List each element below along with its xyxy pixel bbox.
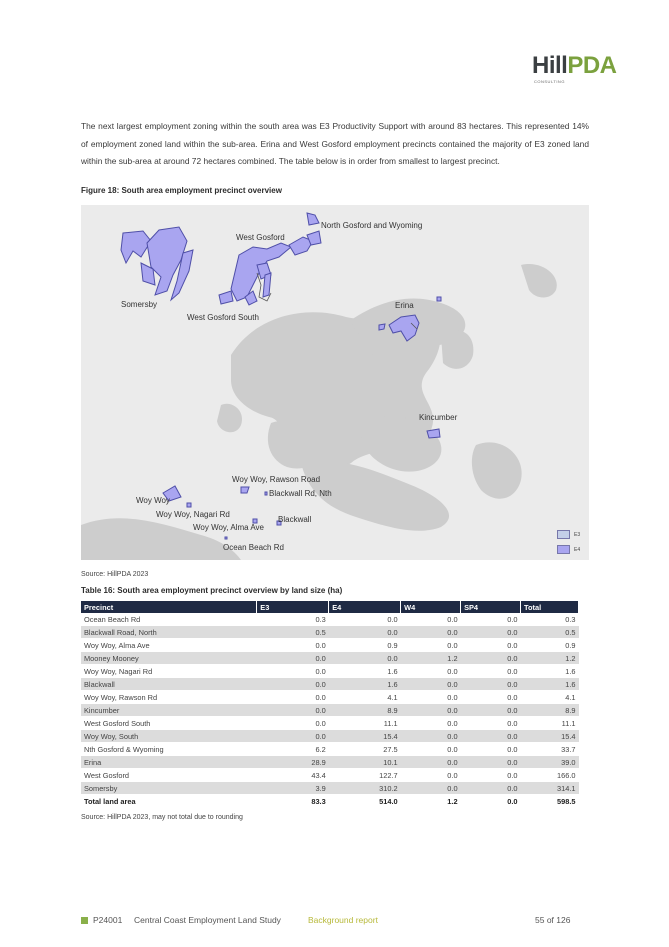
table-row [81, 782, 579, 795]
cell-e4: 122.7 [329, 769, 401, 782]
cell-e3: 0.3 [257, 613, 329, 626]
label-west-gosford-south: West Gosford South [187, 313, 259, 322]
cell-e3: 0.0 [257, 704, 329, 717]
cell-w4: 0.0 [401, 730, 461, 743]
footer-marker-icon [81, 917, 88, 924]
header-w4: W4 [401, 601, 461, 613]
cell-precinct: Woy Woy, South [81, 730, 257, 743]
cell-e3: 0.0 [257, 652, 329, 665]
cell-sp4: 0.0 [461, 626, 521, 639]
cell-sp4: 0.0 [461, 717, 521, 730]
cell-w4: 0.0 [401, 782, 461, 795]
table-row [81, 626, 579, 639]
cell-precinct: Blackwall [81, 678, 257, 691]
header-e3: E3 [257, 601, 329, 613]
table-row [81, 613, 579, 626]
legend-item-e3 [557, 530, 580, 539]
table-row [81, 652, 579, 665]
cell-precinct: Woy Woy, Nagari Rd [81, 665, 257, 678]
cell-total: 33.7 [521, 743, 579, 756]
cell-e4: 11.1 [329, 717, 401, 730]
cell-sp4: 0.0 [461, 782, 521, 795]
hillpda-logo [532, 52, 624, 86]
cell-total: 4.1 [521, 691, 579, 704]
map-source: Source: HillPDA 2023 [81, 571, 149, 578]
cell-e3: 6.2 [257, 743, 329, 756]
cell-sp4: 0.0 [461, 769, 521, 782]
table-row [81, 639, 579, 652]
cell-e4: 1.6 [329, 678, 401, 691]
cell-e3: 0.0 [257, 691, 329, 704]
cell-precinct: West Gosford [81, 769, 257, 782]
table-row [81, 717, 579, 730]
cell-precinct: Blackwall Road, North [81, 626, 257, 639]
label-woy-woy-nagari: Woy Woy, Nagari Rd [156, 510, 230, 519]
header-sp4: SP4 [461, 601, 521, 613]
cell-sp4: 0.0 [461, 678, 521, 691]
label-erina: Erina [395, 301, 414, 310]
label-woy-woy: Woy Woy [136, 496, 170, 505]
cell-total: 8.9 [521, 704, 579, 717]
cell-precinct: Ocean Beach Rd [81, 613, 257, 626]
cell-e3: 0.0 [257, 730, 329, 743]
cell-e4: 0.0 [329, 626, 401, 639]
cell-precinct: Woy Woy, Rawson Rd [81, 691, 257, 704]
cell-sp4: 0.0 [461, 730, 521, 743]
cell-precinct: Somersby [81, 782, 257, 795]
cell-precinct: Erina [81, 756, 257, 769]
cell-w4: 0.0 [401, 691, 461, 704]
table-row [81, 691, 579, 704]
cell-e3: 0.5 [257, 626, 329, 639]
table-header-row [81, 601, 579, 613]
footer-report-subtitle: Background report [308, 915, 378, 925]
cell-e3: 0.0 [257, 639, 329, 652]
label-somersby: Somersby [121, 300, 158, 309]
label-north-gosford-wyoming: North Gosford and Wyoming [321, 221, 423, 230]
legend-label-e3: E3 [574, 531, 581, 538]
cell-total: 0.3 [521, 613, 579, 626]
cell-total: 166.0 [521, 769, 579, 782]
label-ocean-beach: Ocean Beach Rd [223, 543, 284, 552]
table-row [81, 704, 579, 717]
header-e4: E4 [329, 601, 401, 613]
table-row [81, 756, 579, 769]
cell-w4: 0.0 [401, 678, 461, 691]
footer-project-code: P24001 [93, 915, 123, 925]
cell-precinct: West Gosford South [81, 717, 257, 730]
cell-w4: 0.0 [401, 769, 461, 782]
cell-sp4: 0.0 [461, 743, 521, 756]
cell-sp4: 0.0 [461, 613, 521, 626]
cell-total: 314.1 [521, 782, 579, 795]
cell-sp4: 0.0 [461, 665, 521, 678]
total-w4: 1.2 [401, 795, 461, 808]
total-e3: 83.3 [257, 795, 329, 808]
cell-w4: 0.0 [401, 626, 461, 639]
label-woy-woy-alma: Woy Woy, Alma Ave [193, 523, 264, 532]
cell-e4: 310.2 [329, 782, 401, 795]
table-row [81, 665, 579, 678]
precinct-table [81, 601, 579, 808]
table-row [81, 769, 579, 782]
legend-swatch-e3 [557, 530, 570, 539]
cell-total: 39.0 [521, 756, 579, 769]
map-graphic [81, 205, 589, 560]
logo-tagline: CONSULTING [534, 79, 565, 84]
total-e4: 514.0 [329, 795, 401, 808]
footer-report-title: Central Coast Employment Land Study [134, 915, 281, 925]
cell-total: 0.5 [521, 626, 579, 639]
cell-w4: 1.2 [401, 652, 461, 665]
cell-sp4: 0.0 [461, 652, 521, 665]
legend-item-e4 [557, 545, 580, 554]
cell-w4: 0.0 [401, 743, 461, 756]
cell-e3: 43.4 [257, 769, 329, 782]
label-blackwall-nth: Blackwall Rd, Nth [269, 489, 332, 498]
table-total-row [81, 795, 579, 808]
cell-w4: 0.0 [401, 639, 461, 652]
table-row [81, 678, 579, 691]
cell-e4: 0.0 [329, 613, 401, 626]
cell-w4: 0.0 [401, 704, 461, 717]
header-total: Total [521, 601, 579, 613]
logo-wordmark: HillPDA [532, 52, 617, 79]
label-blackwall: Blackwall [278, 515, 312, 524]
cell-e4: 8.9 [329, 704, 401, 717]
cell-e3: 0.0 [257, 678, 329, 691]
cell-sp4: 0.0 [461, 756, 521, 769]
cell-e4: 0.9 [329, 639, 401, 652]
label-west-gosford: West Gosford [236, 233, 285, 242]
total-label: Total land area [81, 795, 257, 808]
cell-e3: 0.0 [257, 665, 329, 678]
cell-precinct: Woy Woy, Alma Ave [81, 639, 257, 652]
cell-w4: 0.0 [401, 613, 461, 626]
cell-w4: 0.0 [401, 756, 461, 769]
table-row [81, 743, 579, 756]
cell-w4: 0.0 [401, 665, 461, 678]
table-row [81, 730, 579, 743]
label-kincumber: Kincumber [419, 413, 458, 422]
cell-e4: 27.5 [329, 743, 401, 756]
cell-total: 1.6 [521, 678, 579, 691]
cell-total: 11.1 [521, 717, 579, 730]
cell-e3: 0.0 [257, 717, 329, 730]
intro-paragraph: The next largest employment zoning within the south area was E3 Productivity Support with around 83 hectares. This represented 14% of employment zoned land within the sub-area. Erina and West Gosford employment precincts contained the majority of E3 zoned land within the sub-area at around 72 hectares combined. The table below is in order from smallest to largest precinct. [81, 121, 589, 167]
footer-page-number: 55 of 126 [535, 915, 571, 925]
cell-e4: 4.1 [329, 691, 401, 704]
label-woy-woy-rawson: Woy Woy, Rawson Road [232, 475, 321, 484]
precinct-map [81, 205, 589, 560]
legend-label-e4: E4 [574, 546, 581, 553]
cell-sp4: 0.0 [461, 639, 521, 652]
table-title: Table 16: South area employment precinct overview by land size (ha) [81, 586, 343, 595]
cell-sp4: 0.0 [461, 704, 521, 717]
cell-w4: 0.0 [401, 717, 461, 730]
cell-total: 0.9 [521, 639, 579, 652]
total-total: 598.5 [521, 795, 579, 808]
cell-total: 1.6 [521, 665, 579, 678]
cell-e4: 15.4 [329, 730, 401, 743]
cell-e3: 3.9 [257, 782, 329, 795]
header-precinct: Precinct [81, 601, 257, 613]
cell-total: 1.2 [521, 652, 579, 665]
cell-precinct: Nth Gosford & Wyoming [81, 743, 257, 756]
cell-precinct: Mooney Mooney [81, 652, 257, 665]
cell-e4: 1.6 [329, 665, 401, 678]
cell-e3: 28.9 [257, 756, 329, 769]
figure-title: Figure 18: South area employment precinct overview [81, 186, 282, 195]
cell-total: 15.4 [521, 730, 579, 743]
total-sp4: 0.0 [461, 795, 521, 808]
cell-sp4: 0.0 [461, 691, 521, 704]
legend-swatch-e4 [557, 545, 570, 554]
table-source: Source: HillPDA 2023, may not total due to rounding [81, 814, 243, 821]
cell-e4: 10.1 [329, 756, 401, 769]
cell-precinct: Kincumber [81, 704, 257, 717]
cell-e4: 0.0 [329, 652, 401, 665]
